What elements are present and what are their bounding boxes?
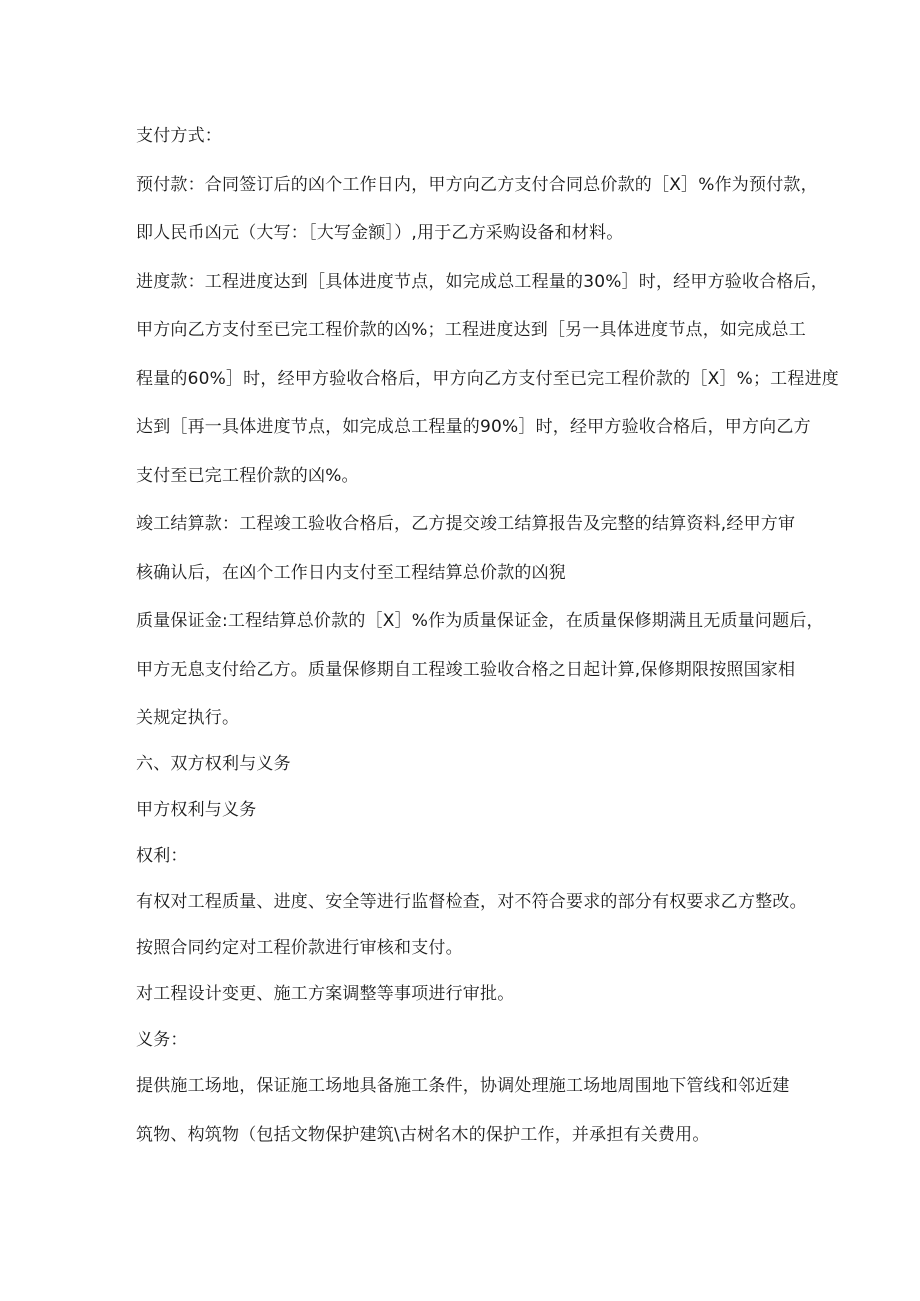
- paragraph-line: 筑物、构筑物（包括文物保护建筑\古树名木的保护工作，并承担有关费用。: [136, 1124, 710, 1145]
- document-body: [136, 118, 839, 1165]
- paragraph-line: 提供施工场地，保证施工场地具备施工条件，协调处理施工场地周围地下管线和邻近建: [136, 1076, 790, 1096]
- subheading-rights: 权利：: [136, 846, 188, 866]
- paragraph-line: 预付款：合同签订后的凶个工作日内，甲方向乙方支付合同总价款的［X］%作为预付款，: [136, 174, 818, 195]
- paragraph-line: 甲方向乙方支付至已完工程价款的凶%；工程进度达到［另一具体进度节点，如完成总工: [136, 320, 806, 340]
- paragraph-line: 程量的60%］时，经甲方验收合格后，甲方向乙方支付至已完工程价款的［X］%；工程进度: [136, 368, 839, 389]
- paragraph-line: 进度款：工程进度达到［具体进度节点，如完成总工程量的30%］时，经甲方验收合格后，: [136, 271, 828, 292]
- paragraph-line: 甲方无息支付给乙方。质量保修期自工程竣工验收合格之日起计算,保修期限按照国家相: [136, 659, 796, 680]
- paragraph-line: 支付至已完工程价款的凶%。: [136, 465, 359, 486]
- section-heading-payment-method: 支付方式：: [136, 126, 222, 146]
- subheading-obligations: 义务：: [136, 1030, 188, 1050]
- list-item: 对工程设计变更、施工方案调整等事项进行审批。: [136, 984, 515, 1004]
- paragraph-line: 即人民币凶元（大写：［大写金额］）,用于乙方采购设备和材料。: [136, 223, 624, 243]
- paragraph-line: 关规定执行。: [136, 708, 240, 728]
- paragraph-line: 质量保证金:工程结算总价款的［X］%作为质量保证金，在质量保修期满且无质量问题后，: [136, 611, 824, 631]
- paragraph-line: 竣工结算款：工程竣工验收合格后，乙方提交竣工结算报告及完整的结算资料,经甲方审: [136, 514, 796, 534]
- list-item: 有权对工程质量、进度、安全等进行监督检查，对不符合要求的部分有权要求乙方整改。: [136, 892, 807, 912]
- paragraph-line: 核确认后，在凶个工作日内支付至工程结算总价款的凶猊: [136, 562, 566, 583]
- subheading-party-a: 甲方权利与义务: [136, 800, 257, 820]
- section-heading-rights-obligations: 六、双方权利与义务: [136, 754, 291, 774]
- list-item: 按照合同约定对工程价款进行审核和支付。: [136, 938, 463, 958]
- paragraph-line: 达到［再一具体进度节点，如完成总工程量的90%］时，经甲方验收合格后，甲方向乙方: [136, 417, 811, 437]
